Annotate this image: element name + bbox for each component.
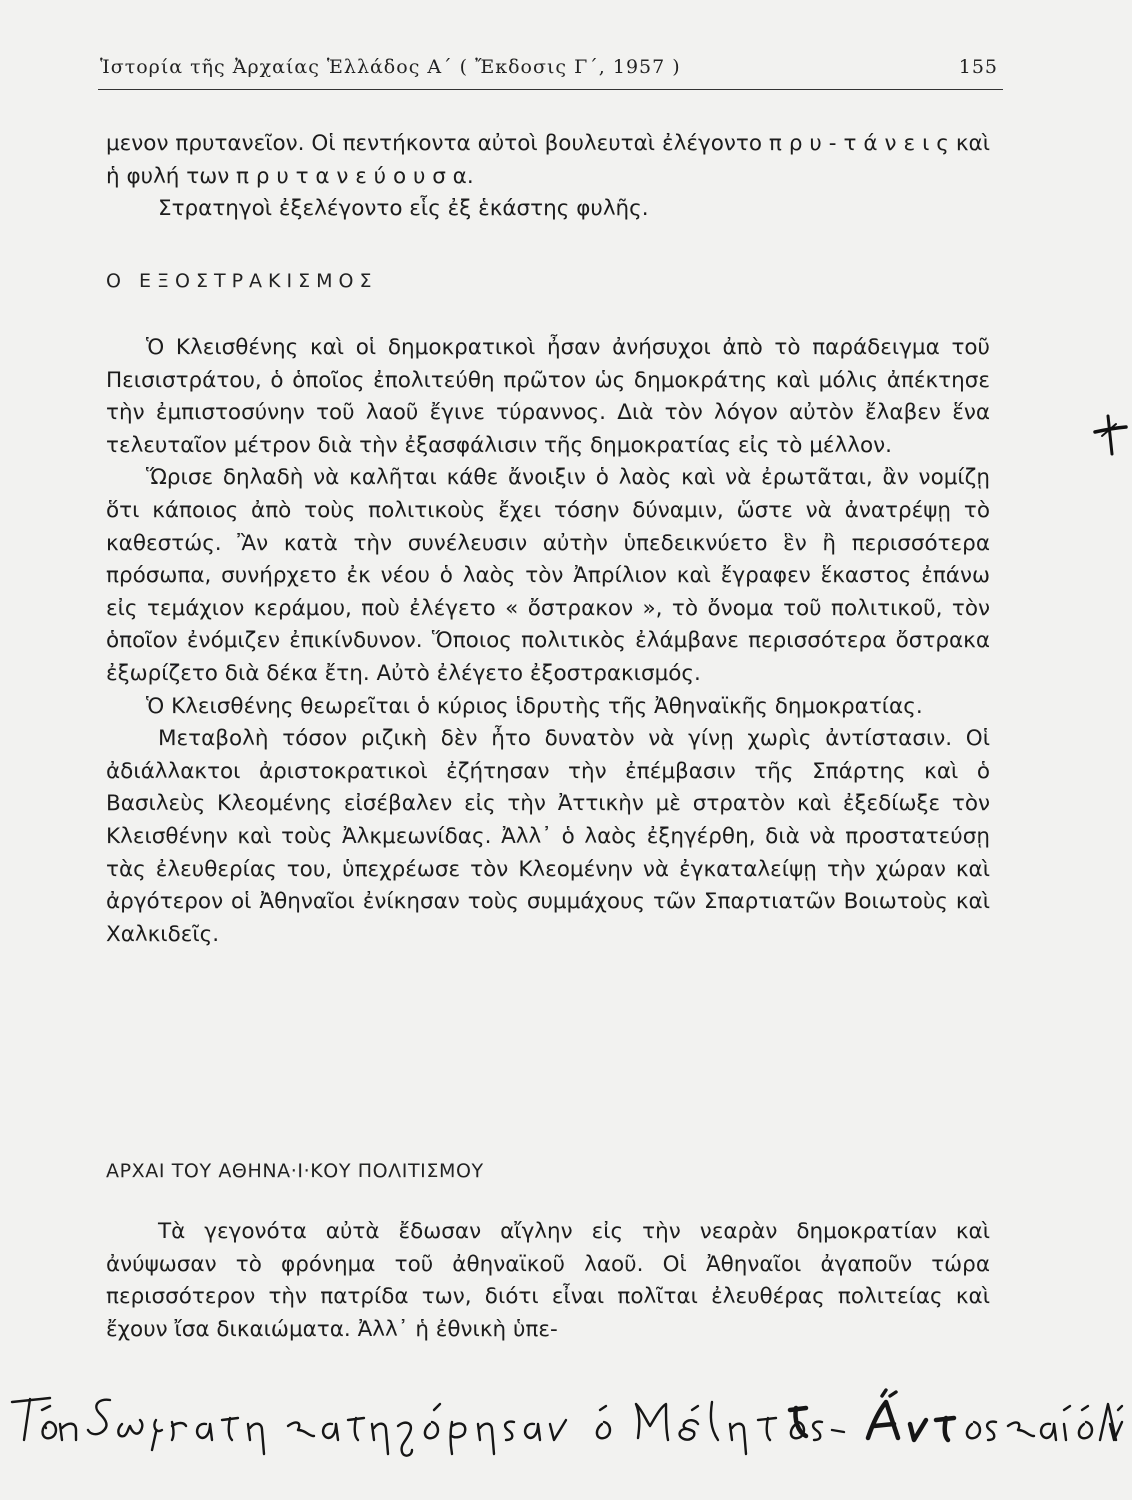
paragraph-glory: Τὰ γεγονότα αὐτὰ ἔδωσαν αἴγλην εἰς τὴν νεαρὰν δημοκρατίαν καὶ ἀνύψωσαν τὸ φρόνημα τοῦ ἀθηναϊκοῦ λαοῦ. Οἱ Ἀθηναῖοι ἀγαποῦν τώρα περισσότερον τὴν πατρίδα των, διότι εἶναι πολῖται ἐλευθέρας πολιτείας καὶ ἔχουν ἴσα δικαιώματα. Ἀλλ᾽ ἡ ἐθνικὴ ὑπε- [106, 1219, 990, 1342]
paragraph-strategoi: Στρατηγοὶ ἐξελέγοντο εἷς ἐξ ἑκάστης φυλῆς. [158, 196, 649, 222]
header-rule [98, 89, 1003, 90]
running-title: Ἱστορία τῆς Ἀρχαίας Ἑλλάδος Α΄ ( Ἔκδοσις Γ΄, 1957 ) [100, 56, 681, 78]
handwritten-note [6, 1380, 1126, 1460]
section-heading-civilization: ΑΡΧΑΙ ΤΟΥ ΑΘΗΝΑ·Ι·ΚΟΥ ΠΟΛΙΤΙΣΜΟΥ [106, 1160, 484, 1182]
handwritten-cross-mark [1092, 412, 1128, 458]
text-block-intro [106, 128, 990, 226]
text-block-civilization [106, 1216, 990, 1346]
paragraph-cleisthenes-worry: Ὁ Κλεισθένης καὶ οἱ δημοκρατικοὶ ἦσαν ἀνήσυχοι ἀπὸ τὸ παράδειγμα τοῦ Πεισιστράτου, ὁ ὁποῖος ἐπολιτεύθη πρῶτον ὡς δημοκράτης καὶ μόλις ἀπέκτησε τὴν ἐμπιστοσύνην τοῦ λαοῦ ἔγινε τύραννος. Διὰ τὸν λόγον αὐτὸν ἔλαβεν ἕνα τελευταῖον μέτρον διὰ τὴν ἐξασφάλισιν τῆς δημοκρατίας εἰς τὸ μέλλον. [106, 335, 990, 458]
paragraph-resistance: Μεταβολὴ τόσον ριζικὴ δὲν ἦτο δυνατὸν νὰ γίνῃ χωρὶς ἀντίστασιν. Οἱ ἀδιάλλακτοι ἀριστοκρατικοὶ ἐζήτησαν τὴν ἐπέμβασιν τῆς Σπάρτης καὶ ὁ Βασιλεὺς Κλεομένης εἰσέβαλεν εἰς τὴν Ἀττικὴν μὲ στρατὸν καὶ ἐξεδίωξε τὸν Κλεισθένην καὶ τοὺς Ἀλκμεωνίδας. Ἀλλ᾽ ὁ λαὸς ἐξηγέρθη, διὰ νὰ προστατεύσῃ τὰς ἐλευθερίας του, ὑπεχρέωσε τὸν Κλεομένην νὰ ἐγκαταλείψῃ τὴν χώραν καὶ ἀργότερον οἱ Ἀθηναῖοι ἐνίκησαν τοὺς συμμάχους τῶν Σπαρτιατῶν Βοιωτοὺς καὶ Χαλκιδεῖς. [106, 726, 990, 947]
page-number: 155 [958, 56, 998, 78]
paragraph-founder: Ὁ Κλεισθένης θεωρεῖται ὁ κύριος ἱδρυτὴς τῆς Ἀθηναϊκῆς δημοκρατίας. [146, 693, 923, 719]
paragraph-prytaneis: μενον πρυτανεῖον. Οἱ πεντήκοντα αὐτοὶ βουλευταὶ ἐλέγοντο π ρ υ - τ ά ν ε ι ς καὶ ἡ φυλή των π ρ υ τ α ν ε ύ ο υ σ α. [106, 131, 990, 189]
text-block-ostracism [106, 332, 990, 951]
running-header [100, 52, 1000, 88]
paragraph-ostracism-procedure: Ὥρισε δηλαδὴ νὰ καλῆται κάθε ἄνοιξιν ὁ λαὸς καὶ νὰ ἐρωτᾶται, ἂν νομίζῃ ὅτι κάποιος ἀπὸ τοὺς πολιτικοὺς ἔχει τόσην δύναμιν, ὥστε νὰ ἀνατρέψῃ τὸ καθεστώς. Ἂν κατὰ τὴν συνέλευσιν αὐτὴν ὑπεδεικνύετο ἓν ἢ περισσότερα πρόσωπα, συνήρχετο ἐκ νέου ὁ λαὸς τὸν Ἀπρίλιον καὶ ἔγραφεν ἕκαστος ἐπάνω εἰς τεμάχιον κεράμου, ποὺ ἐλέγετο « ὄστρακον », τὸ ὄνομα τοῦ πολιτικοῦ, τὸν ὁποῖον ἐνόμιζεν ἐπικίνδυνον. Ὅποιος πολιτικὸς ἐλάμβανε περισσότερα ὄστρακα ἐξωρίζετο διὰ δέκα ἔτη. Αὐτὸ ἐλέγετο ἐξοστρακισμός. [106, 465, 990, 686]
section-heading-ostracism: Ο ΕΞΟΣΤΡΑΚΙΣΜΟΣ [106, 270, 378, 292]
